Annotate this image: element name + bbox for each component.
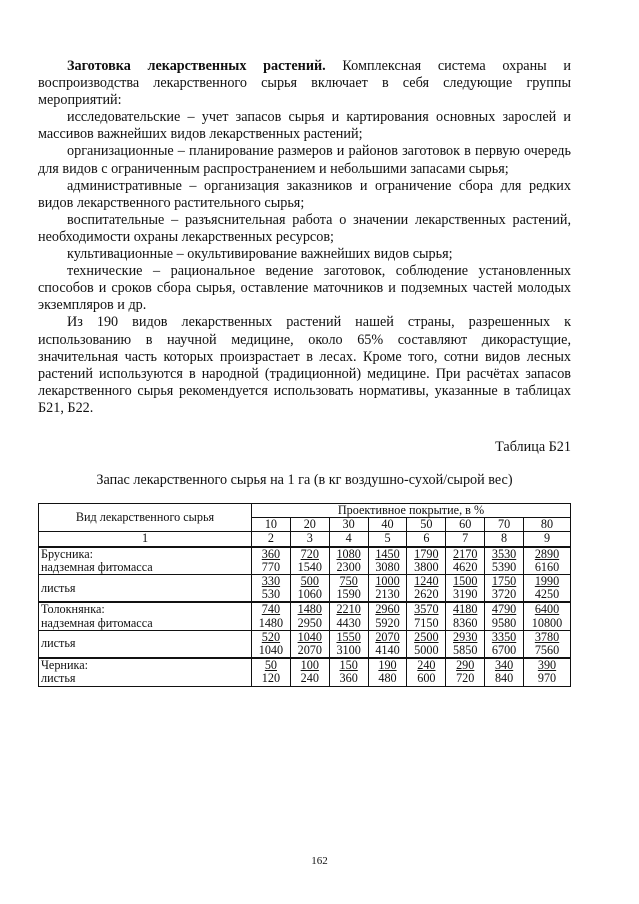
value-cell — [446, 630, 485, 658]
raw-weight-value: 3080 — [375, 559, 400, 574]
table-label: Таблица Б21 — [495, 438, 571, 455]
value-cell — [252, 547, 291, 575]
raw-weight-value: 2620 — [414, 587, 439, 602]
header-index-cell: 5 — [368, 532, 407, 547]
row-name: Черника: — [41, 658, 89, 673]
table-row — [39, 574, 571, 602]
raw-weight-value: 2130 — [375, 587, 400, 602]
raw-weight-value: 770 — [261, 559, 281, 574]
raw-weight-value: 3720 — [491, 587, 517, 602]
table-row — [39, 630, 571, 658]
dry-weight-value: 1450 — [375, 546, 400, 561]
dry-weight-value: 1550 — [336, 629, 361, 644]
raw-weight-value: 2070 — [297, 643, 322, 657]
value-cell — [368, 658, 407, 686]
dry-weight-value: 720 — [300, 546, 319, 561]
value-cell — [446, 547, 485, 575]
dry-weight-value: 150 — [339, 658, 358, 673]
value-cell — [446, 602, 485, 630]
raw-weight-value: 720 — [456, 671, 475, 686]
header-index-cell: 8 — [485, 532, 524, 547]
raw-weight-value: 5000 — [414, 643, 439, 657]
value-cell — [446, 658, 485, 686]
value-cell — [252, 574, 291, 602]
dry-weight-value: 750 — [339, 573, 358, 588]
header-kind: Вид лекарственного сырья — [39, 503, 252, 531]
dry-weight-value: 1990 — [534, 573, 560, 588]
dry-weight-value: 330 — [261, 573, 281, 588]
value-cell — [290, 574, 329, 602]
value-cell — [290, 602, 329, 630]
value-cell — [329, 630, 368, 658]
raw-weight-value: 3100 — [336, 643, 361, 657]
dry-weight-value: 1750 — [491, 573, 517, 588]
stock-table — [38, 503, 571, 687]
row-name: листья — [41, 580, 76, 595]
raw-weight-value: 970 — [537, 671, 557, 686]
dry-weight-value: 360 — [261, 546, 281, 561]
value-cell — [407, 547, 446, 575]
paragraph-organizational: организационные – планирование размеров и районов заготовок в первую очередь для видов с ограниченным распространением и небольшими запасами сырья; — [38, 143, 571, 177]
header-percent-cell: 10 — [252, 518, 291, 532]
row-name-cell — [39, 658, 252, 686]
dry-weight-value: 2930 — [453, 629, 478, 644]
header-percent-cell: 30 — [329, 518, 368, 532]
row-name: Брусника: — [41, 546, 94, 561]
dry-weight-value: 4790 — [491, 602, 517, 617]
header-percent-cell: 40 — [368, 518, 407, 532]
value-cell — [252, 658, 291, 686]
paragraph-research: исследовательские – учет запасов сырья и картирования основных зарослей и массивов важнейших видов лекарственных растений; — [38, 109, 571, 143]
value-cell — [290, 630, 329, 658]
table-header-row — [39, 503, 571, 517]
raw-weight-value: 5850 — [453, 643, 478, 657]
value-cell — [524, 630, 571, 658]
row-subname: надземная фитомасса — [41, 559, 153, 574]
value-cell — [485, 547, 524, 575]
header-percent-cell: 20 — [290, 518, 329, 532]
dry-weight-value: 2210 — [336, 602, 361, 617]
dry-weight-value: 3780 — [534, 629, 560, 644]
dry-weight-value: 1000 — [375, 573, 400, 588]
dry-weight-value: 240 — [417, 658, 436, 673]
header-percent-cell: 60 — [446, 518, 485, 532]
dry-weight-value: 2890 — [534, 546, 560, 561]
table-title: Запас лекарственного сырья на 1 га (в кг воздушно-сухой/сырой вес) — [96, 471, 513, 488]
value-cell — [485, 658, 524, 686]
value-cell — [329, 602, 368, 630]
raw-weight-value: 3190 — [453, 587, 478, 602]
row-name-cell — [39, 630, 252, 658]
raw-weight-value: 5920 — [375, 615, 400, 630]
dry-weight-value: 390 — [537, 658, 557, 673]
raw-weight-value: 4620 — [453, 559, 478, 574]
raw-weight-value: 600 — [417, 671, 436, 686]
value-cell — [329, 658, 368, 686]
document-page — [38, 58, 571, 687]
header-percent-cell: 50 — [407, 518, 446, 532]
raw-weight-value: 1540 — [297, 559, 322, 574]
raw-weight-value: 4140 — [375, 643, 400, 657]
dry-weight-value: 50 — [264, 658, 278, 673]
dry-weight-value: 1240 — [414, 573, 439, 588]
dry-weight-value: 740 — [261, 602, 281, 617]
dry-weight-value: 3530 — [491, 546, 517, 561]
raw-weight-value: 5390 — [491, 559, 517, 574]
raw-weight-value: 240 — [300, 671, 319, 686]
raw-weight-value: 4430 — [336, 615, 361, 630]
row-subname: надземная фитомасса — [41, 615, 153, 630]
dry-weight-value: 500 — [300, 573, 319, 588]
dry-weight-value: 3350 — [491, 629, 517, 644]
dry-weight-value: 2960 — [375, 602, 400, 617]
value-cell — [407, 574, 446, 602]
dry-weight-value: 2500 — [414, 629, 439, 644]
dry-weight-value: 6400 — [534, 602, 560, 617]
raw-weight-value: 1040 — [258, 643, 284, 657]
dry-weight-value: 190 — [378, 658, 397, 673]
raw-weight-value: 360 — [339, 671, 358, 686]
raw-weight-value: 1060 — [297, 587, 322, 602]
dry-weight-value: 290 — [456, 658, 475, 673]
raw-weight-value: 6160 — [534, 559, 560, 574]
raw-weight-value: 3800 — [414, 559, 439, 574]
dry-weight-value: 2170 — [453, 546, 478, 561]
raw-weight-value: 480 — [378, 671, 397, 686]
row-name-cell — [39, 574, 252, 602]
row-name-cell — [39, 602, 252, 630]
value-cell — [329, 547, 368, 575]
paragraph-intro-text: Комплексная система охраны и воспроизводства лекарственного сырья включает в себя следующие группы мероприятий: — [38, 58, 571, 109]
header-index-row — [39, 532, 571, 547]
raw-weight-value: 120 — [261, 671, 281, 686]
raw-weight-value: 2300 — [336, 559, 361, 574]
value-cell — [368, 574, 407, 602]
raw-weight-value: 8360 — [453, 615, 478, 630]
value-cell — [446, 574, 485, 602]
value-cell — [407, 630, 446, 658]
header-index-cell: 2 — [252, 532, 291, 547]
value-cell — [407, 602, 446, 630]
raw-weight-value: 6700 — [491, 643, 517, 657]
dry-weight-value: 1500 — [453, 573, 478, 588]
paragraph-statistics: Из 190 видов лекарственных растений нашей страны, разрешенных к использованию в научной медицине, около 65% составляют дикорастущие, значительная часть которых произрастает в лесах. Кроме того, сотни видов лесных растений используются в народной (традиционной) медицине. При расчётах запасов лекарственного сырья рекомендуется использовать нормативы, указанные в таблицах Б21, Б22. — [38, 314, 571, 416]
dry-weight-value: 100 — [300, 658, 319, 673]
value-cell — [485, 602, 524, 630]
value-cell — [368, 602, 407, 630]
value-cell — [524, 602, 571, 630]
header-cover: Проективное покрытие, в % — [252, 503, 571, 517]
value-cell — [329, 574, 368, 602]
dry-weight-value: 1790 — [414, 546, 439, 561]
dry-weight-value: 2070 — [375, 629, 400, 644]
table-row — [39, 547, 571, 575]
value-cell — [290, 547, 329, 575]
value-cell — [524, 547, 571, 575]
dry-weight-value: 340 — [494, 658, 514, 673]
row-name: Толокнянка: — [41, 602, 105, 617]
paragraph-intro — [38, 58, 571, 109]
raw-weight-value: 9580 — [491, 615, 517, 630]
value-cell — [524, 658, 571, 686]
raw-weight-value: 2950 — [297, 615, 322, 630]
header-index-cell: 7 — [446, 532, 485, 547]
header-index-cell: 3 — [290, 532, 329, 547]
header-index-cell: 1 — [39, 532, 252, 547]
raw-weight-value: 10800 — [531, 615, 563, 630]
heading-inline: Заготовка лекарственных растений. — [67, 58, 326, 74]
header-percent-cell: 80 — [524, 518, 571, 532]
row-name-cell — [39, 547, 252, 575]
header-percent-cell: 70 — [485, 518, 524, 532]
table-body — [39, 547, 571, 687]
raw-weight-value: 1590 — [336, 587, 361, 602]
row-subname: листья — [41, 671, 76, 686]
header-index-cell: 9 — [524, 532, 571, 547]
paragraph-administrative: административные – организация заказников и ограничение сбора для редких видов лекарственного растительного сырья; — [38, 177, 571, 211]
raw-weight-value: 7150 — [414, 615, 439, 630]
dry-weight-value: 1040 — [297, 629, 322, 644]
value-cell — [368, 630, 407, 658]
raw-weight-value: 1480 — [258, 615, 284, 630]
value-cell — [368, 547, 407, 575]
paragraph-technical: технические – рациональное ведение заготовок, соблюдение установленных способов и сроков сбора сырья, оставление маточников и подземных частей молодых экземпляров и др. — [38, 263, 571, 314]
value-cell — [252, 602, 291, 630]
raw-weight-value: 7560 — [534, 643, 560, 657]
dry-weight-value: 3570 — [414, 602, 439, 617]
header-index-cell: 4 — [329, 532, 368, 547]
raw-weight-value: 530 — [261, 587, 281, 602]
page-number: 162 — [311, 855, 328, 867]
row-name: листья — [41, 636, 76, 651]
table-row — [39, 658, 571, 686]
header-index-cell: 6 — [407, 532, 446, 547]
dry-weight-value: 520 — [261, 629, 281, 644]
dry-weight-value: 4180 — [453, 602, 478, 617]
value-cell — [485, 630, 524, 658]
raw-weight-value: 840 — [494, 671, 514, 686]
value-cell — [290, 658, 329, 686]
dry-weight-value: 1080 — [336, 546, 361, 561]
raw-weight-value: 4250 — [534, 587, 560, 602]
value-cell — [485, 574, 524, 602]
table-row — [39, 602, 571, 630]
dry-weight-value: 1480 — [297, 602, 322, 617]
value-cell — [524, 574, 571, 602]
paragraph-cultivation: культивационные – окультивирование важнейших видов сырья; — [67, 246, 453, 263]
value-cell — [407, 658, 446, 686]
value-cell — [252, 630, 291, 658]
paragraph-educational: воспитательные – разъяснительная работа о значении лекарственных растений, необходимости охраны лекарственных ресурсов; — [38, 211, 571, 245]
